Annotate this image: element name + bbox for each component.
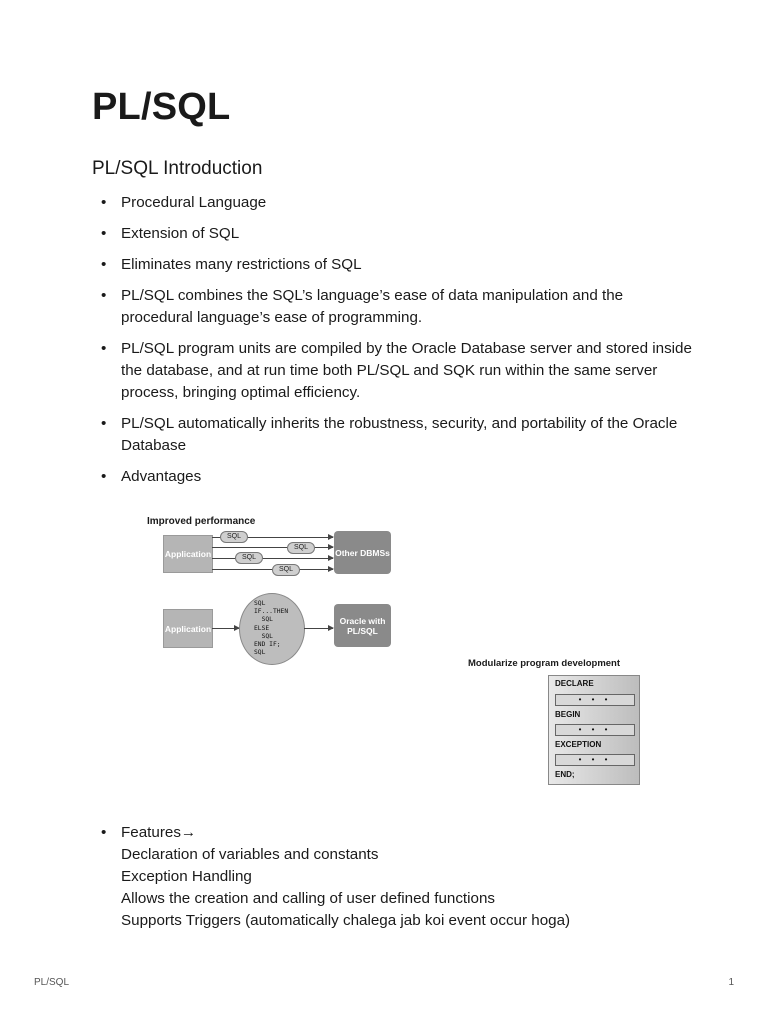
document-title: PL/SQL: [92, 86, 231, 128]
code-line: ELSE: [254, 624, 270, 632]
keyword-declare: DECLARE: [555, 679, 594, 688]
footer-doc-title: PL/SQL: [34, 977, 70, 988]
section-heading: PL/SQL Introduction: [92, 158, 263, 179]
sql-pill: SQL: [220, 531, 248, 543]
arrow-right: [212, 628, 239, 629]
bullet-procedural-language: • Procedural Language: [92, 192, 692, 214]
bullet-inherits-robustness: • PL/SQL automatically inherits the robustness, security, and portability of the Oracle Database: [92, 413, 692, 457]
bullet-advantages: • Advantages: [92, 466, 692, 488]
features-label: • Features→: [121, 824, 197, 841]
keyword-exception: EXCEPTION: [555, 740, 602, 749]
bullet-compiled-by-server: • PL/SQL program units are compiled by the Oracle Database server and stored inside the database, and at run time both PL/SQL and SQK run within the same server process, bringing optimal efficiency.: [92, 338, 692, 404]
modularize-diagram-title: Modularize program development: [468, 658, 621, 669]
application-box-top: Application: [163, 535, 213, 573]
keyword-end: END;: [555, 770, 575, 779]
page-number: 1: [728, 977, 734, 988]
oracle-plsql-box: Oracle with PL/SQL: [334, 604, 391, 647]
other-dbms-box: Other DBMSs: [334, 531, 391, 574]
bullet-extension-of-sql: • Extension of SQL: [92, 223, 692, 245]
code-line: SQL: [254, 600, 266, 607]
code-line: SQL: [254, 616, 273, 624]
code-slot: • • •: [555, 724, 635, 736]
block-structure-panel: [548, 675, 640, 785]
intro-bullet-list: [92, 192, 692, 497]
code-slot: • • •: [555, 754, 635, 766]
code-slot: • • •: [555, 694, 635, 706]
sql-pill: SQL: [235, 552, 263, 564]
application-box-bottom: Application: [163, 609, 213, 648]
performance-diagram-title: Improved performance: [147, 516, 256, 527]
arrow-right: [212, 558, 333, 559]
arrow-right: [304, 628, 333, 629]
sql-pill: SQL: [287, 542, 315, 554]
feature-line: Declaration of variables and constants: [121, 846, 379, 863]
plsql-code-snippet: [254, 600, 288, 657]
code-line: SQL: [254, 632, 273, 640]
code-line: SQL: [254, 649, 266, 657]
features-item: [92, 822, 692, 932]
keyword-begin: BEGIN: [555, 710, 581, 719]
bullet-combines-ease: • PL/SQL combines the SQL’s language’s ease of data manipulation and the procedural language’s ease of programming.: [92, 285, 692, 329]
feature-line: Allows the creation and calling of user defined functions: [121, 890, 496, 907]
feature-line: Supports Triggers (automatically chalega jab koi event occur hoga): [121, 912, 571, 929]
bullet-eliminates-restrictions: • Eliminates many restrictions of SQL: [92, 254, 692, 276]
features-list: [92, 822, 692, 932]
code-line: IF...THEN: [254, 608, 289, 616]
feature-line: Exception Handling: [121, 868, 252, 885]
sql-pill: SQL: [272, 564, 300, 576]
code-line: END IF;: [254, 641, 281, 649]
